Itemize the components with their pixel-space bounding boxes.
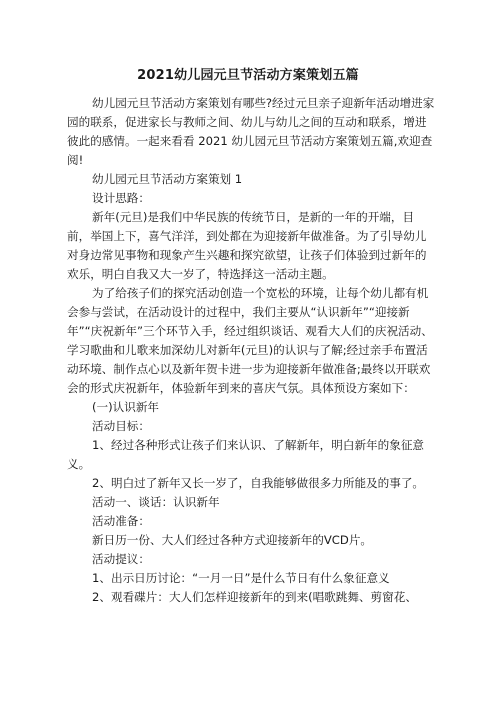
section-heading: 幼儿园元旦节活动方案策划 1 [92,172,243,186]
preparation-text: 新日历一份、大人们经过各种方式迎接新年的VCD片。 [92,533,373,547]
activity-heading: 活动一、谈话：认识新年 [92,495,220,509]
suggestions-label: 活动提议： [92,552,150,566]
design-idea-paragraph: 新年(元旦)是我们中华民族的传统节日，是新的一年的开端，目前，举国上下，喜气洋洋，到处都在为迎接新年做准备。为了引导幼儿对身边常见事物和现象产生兴趣和探究欲望，让孩子们体验到过新年的欢乐，明白自我又大一岁了，特选择这一活动主题。 [67,210,427,281]
document-body [67,94,437,607]
intro-paragraph: 幼儿园元旦节活动方案策划有哪些?经过元旦亲子迎新年活动增进家园的联系，促进家长与教师之间、幼儿与幼儿之间的互动和联系，增进彼此的感情。一起来看看 2021 幼儿园元旦节活动方案策划五篇,欢迎查阅! [67,96,435,167]
design-idea-label: 设计思路： [92,191,150,205]
objectives-label: 活动目标： [92,419,150,433]
objective-item: 2、明白过了新年又长一岁了，自我能够做很多力所能及的事了。 [92,476,425,490]
suggestion-item: 2、观看碟片：大人们怎样迎接新年的到来(唱歌跳舞、剪窗花、 [92,590,417,604]
suggestion-item: 1、出示日历讨论：“一月一日”是什么节日有什么象征意义 [92,571,390,585]
plan-paragraph: 为了给孩子们的探究活动创造一个宽松的环境，让每个幼儿都有机会参与尝试，在活动设计的过程中，我们主要从“认识新年”“迎接新年”“庆祝新年”三个环节入手，经过组织谈话、观看大人们的庆祝活动、学习歌曲和儿歌来加深幼儿对新年(元旦)的认识与了解;经过亲手布置活动环境、制作点心以及新年贺卡进一步为迎接新年做准备;最终以开联欢会的形式庆祝新年，体验新年到来的喜庆气氛。具体预设方案如下： [67,286,433,395]
preparation-label: 活动准备： [92,514,150,528]
objective-item: 1、经过各种形式让孩子们来认识、了解新年，明白新年的象征意义。 [67,438,425,471]
part-heading: (一)认识新年 [92,400,160,414]
document-title: 2021幼儿园元旦节活动方案策划五篇 [137,68,359,83]
